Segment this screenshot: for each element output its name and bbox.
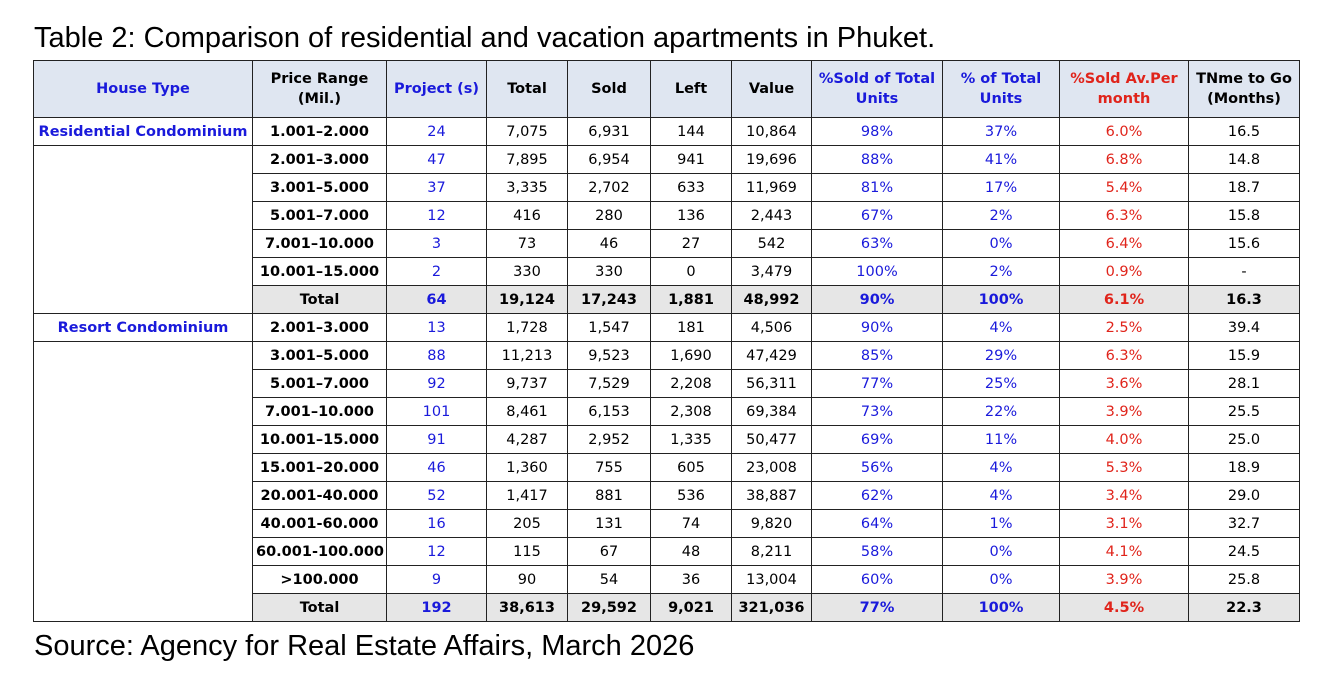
house-type-cell (34, 258, 253, 286)
value-cell: 321,036 (732, 594, 812, 622)
left-cell: 181 (651, 314, 732, 342)
pct-units-cell: 17% (943, 174, 1060, 202)
comparison-table (33, 60, 1300, 622)
sold-cell: 131 (568, 510, 651, 538)
projects-cell: 47 (387, 146, 487, 174)
house-type-cell (34, 594, 253, 622)
pct-units-cell: 41% (943, 146, 1060, 174)
time-to-go-cell: 25.5 (1189, 398, 1300, 426)
sold-cell: 280 (568, 202, 651, 230)
price-range-cell: 5.001–7.000 (253, 370, 387, 398)
table-row (34, 510, 1300, 538)
time-to-go-cell: 15.9 (1189, 342, 1300, 370)
total-cell: 1,417 (487, 482, 568, 510)
price-range-cell: 15.001–20.000 (253, 454, 387, 482)
pct-av-cell: 6.4% (1060, 230, 1189, 258)
projects-cell: 13 (387, 314, 487, 342)
total-cell: 1,728 (487, 314, 568, 342)
time-to-go-cell: 14.8 (1189, 146, 1300, 174)
pct-sold-cell: 67% (812, 202, 943, 230)
projects-cell: 2 (387, 258, 487, 286)
pct-sold-cell: 90% (812, 314, 943, 342)
pct-units-cell: 1% (943, 510, 1060, 538)
value-cell: 11,969 (732, 174, 812, 202)
col-pct-sold-av: %Sold Av.Per month (1060, 61, 1189, 118)
pct-av-cell: 6.8% (1060, 146, 1189, 174)
left-cell: 136 (651, 202, 732, 230)
house-type-cell: Residential Condominium (34, 118, 253, 146)
total-cell: 19,124 (487, 286, 568, 314)
time-to-go-cell: 16.3 (1189, 286, 1300, 314)
table-body (34, 118, 1300, 622)
sold-cell: 330 (568, 258, 651, 286)
left-cell: 536 (651, 482, 732, 510)
sold-cell: 6,931 (568, 118, 651, 146)
projects-cell: 12 (387, 538, 487, 566)
sold-cell: 46 (568, 230, 651, 258)
price-range-cell: 1.001–2.000 (253, 118, 387, 146)
house-type-cell (34, 370, 253, 398)
pct-sold-cell: 73% (812, 398, 943, 426)
projects-cell: 64 (387, 286, 487, 314)
value-cell: 2,443 (732, 202, 812, 230)
projects-cell: 37 (387, 174, 487, 202)
pct-units-cell: 0% (943, 566, 1060, 594)
sold-cell: 9,523 (568, 342, 651, 370)
pct-units-cell: 100% (943, 286, 1060, 314)
table-row (34, 566, 1300, 594)
total-cell: 205 (487, 510, 568, 538)
total-cell: 90 (487, 566, 568, 594)
total-label-cell: Total (253, 594, 387, 622)
left-cell: 1,690 (651, 342, 732, 370)
value-cell: 48,992 (732, 286, 812, 314)
left-cell: 605 (651, 454, 732, 482)
price-range-cell: 3.001–5.000 (253, 174, 387, 202)
house-type-cell (34, 342, 253, 370)
pct-av-cell: 4.1% (1060, 538, 1189, 566)
col-value: Value (732, 61, 812, 118)
pct-sold-cell: 85% (812, 342, 943, 370)
col-sold: Sold (568, 61, 651, 118)
pct-sold-cell: 56% (812, 454, 943, 482)
total-row (34, 594, 1300, 622)
pct-av-cell: 5.3% (1060, 454, 1189, 482)
time-to-go-cell: 25.8 (1189, 566, 1300, 594)
sold-cell: 6,153 (568, 398, 651, 426)
total-cell: 3,335 (487, 174, 568, 202)
pct-sold-cell: 90% (812, 286, 943, 314)
time-to-go-cell: 32.7 (1189, 510, 1300, 538)
pct-av-cell: 4.5% (1060, 594, 1189, 622)
price-range-cell: 7.001–10.000 (253, 230, 387, 258)
left-cell: 9,021 (651, 594, 732, 622)
house-type-cell (34, 398, 253, 426)
pct-sold-cell: 60% (812, 566, 943, 594)
left-cell: 1,881 (651, 286, 732, 314)
pct-units-cell: 0% (943, 230, 1060, 258)
pct-units-cell: 29% (943, 342, 1060, 370)
pct-av-cell: 3.9% (1060, 398, 1189, 426)
sold-cell: 881 (568, 482, 651, 510)
pct-units-cell: 37% (943, 118, 1060, 146)
table-row (34, 426, 1300, 454)
total-cell: 4,287 (487, 426, 568, 454)
price-range-cell: 2.001–3.000 (253, 146, 387, 174)
price-range-cell: >100.000 (253, 566, 387, 594)
pct-units-cell: 2% (943, 258, 1060, 286)
sold-cell: 2,952 (568, 426, 651, 454)
pct-av-cell: 6.3% (1060, 202, 1189, 230)
house-type-cell (34, 230, 253, 258)
total-cell: 8,461 (487, 398, 568, 426)
sold-cell: 1,547 (568, 314, 651, 342)
left-cell: 1,335 (651, 426, 732, 454)
pct-units-cell: 25% (943, 370, 1060, 398)
pct-sold-cell: 88% (812, 146, 943, 174)
projects-cell: 91 (387, 426, 487, 454)
house-type-cell: Resort Condominium (34, 314, 253, 342)
pct-sold-cell: 63% (812, 230, 943, 258)
left-cell: 36 (651, 566, 732, 594)
sold-cell: 17,243 (568, 286, 651, 314)
time-to-go-cell: 39.4 (1189, 314, 1300, 342)
time-to-go-cell: 29.0 (1189, 482, 1300, 510)
left-cell: 48 (651, 538, 732, 566)
value-cell: 8,211 (732, 538, 812, 566)
value-cell: 38,887 (732, 482, 812, 510)
value-cell: 23,008 (732, 454, 812, 482)
sold-cell: 67 (568, 538, 651, 566)
table-row (34, 454, 1300, 482)
total-row (34, 286, 1300, 314)
col-left: Left (651, 61, 732, 118)
house-type-cell (34, 426, 253, 454)
value-cell: 3,479 (732, 258, 812, 286)
pct-av-cell: 4.0% (1060, 426, 1189, 454)
total-cell: 330 (487, 258, 568, 286)
house-type-cell (34, 202, 253, 230)
pct-av-cell: 6.1% (1060, 286, 1189, 314)
time-to-go-cell: 25.0 (1189, 426, 1300, 454)
projects-cell: 52 (387, 482, 487, 510)
pct-units-cell: 11% (943, 426, 1060, 454)
table-row (34, 118, 1300, 146)
pct-units-cell: 22% (943, 398, 1060, 426)
pct-sold-cell: 100% (812, 258, 943, 286)
house-type-cell (34, 566, 253, 594)
house-type-cell (34, 454, 253, 482)
pct-sold-cell: 69% (812, 426, 943, 454)
price-range-cell: 2.001–3.000 (253, 314, 387, 342)
sold-cell: 29,592 (568, 594, 651, 622)
house-type-cell (34, 286, 253, 314)
projects-cell: 88 (387, 342, 487, 370)
table-row (34, 342, 1300, 370)
projects-cell: 46 (387, 454, 487, 482)
sold-cell: 54 (568, 566, 651, 594)
table-row (34, 482, 1300, 510)
house-type-cell (34, 538, 253, 566)
left-cell: 2,208 (651, 370, 732, 398)
pct-av-cell: 3.1% (1060, 510, 1189, 538)
col-pct-total-units: % of Total Units (943, 61, 1060, 118)
projects-cell: 16 (387, 510, 487, 538)
table-row (34, 230, 1300, 258)
pct-av-cell: 2.5% (1060, 314, 1189, 342)
house-type-cell (34, 146, 253, 174)
value-cell: 19,696 (732, 146, 812, 174)
price-range-cell: 40.001-60.000 (253, 510, 387, 538)
pct-av-cell: 5.4% (1060, 174, 1189, 202)
price-range-cell: 60.001-100.000 (253, 538, 387, 566)
left-cell: 633 (651, 174, 732, 202)
total-cell: 115 (487, 538, 568, 566)
value-cell: 47,429 (732, 342, 812, 370)
pct-sold-cell: 81% (812, 174, 943, 202)
table-row (34, 398, 1300, 426)
pct-units-cell: 100% (943, 594, 1060, 622)
total-cell: 9,737 (487, 370, 568, 398)
col-price-range: Price Range (Mil.) (253, 61, 387, 118)
projects-cell: 24 (387, 118, 487, 146)
value-cell: 69,384 (732, 398, 812, 426)
sold-cell: 755 (568, 454, 651, 482)
time-to-go-cell: - (1189, 258, 1300, 286)
col-time-to-go: TNme to Go (Months) (1189, 61, 1300, 118)
value-cell: 4,506 (732, 314, 812, 342)
house-type-cell (34, 482, 253, 510)
table-row (34, 202, 1300, 230)
time-to-go-cell: 18.9 (1189, 454, 1300, 482)
table-row (34, 174, 1300, 202)
projects-cell: 101 (387, 398, 487, 426)
total-cell: 7,075 (487, 118, 568, 146)
left-cell: 144 (651, 118, 732, 146)
time-to-go-cell: 15.8 (1189, 202, 1300, 230)
pct-units-cell: 4% (943, 482, 1060, 510)
pct-av-cell: 3.6% (1060, 370, 1189, 398)
total-cell: 73 (487, 230, 568, 258)
sold-cell: 7,529 (568, 370, 651, 398)
sold-cell: 6,954 (568, 146, 651, 174)
pct-sold-cell: 98% (812, 118, 943, 146)
value-cell: 542 (732, 230, 812, 258)
pct-units-cell: 4% (943, 454, 1060, 482)
pct-sold-cell: 77% (812, 594, 943, 622)
time-to-go-cell: 18.7 (1189, 174, 1300, 202)
col-pct-sold-total: %Sold of Total Units (812, 61, 943, 118)
col-total: Total (487, 61, 568, 118)
total-cell: 416 (487, 202, 568, 230)
pct-av-cell: 6.0% (1060, 118, 1189, 146)
value-cell: 9,820 (732, 510, 812, 538)
table-row (34, 314, 1300, 342)
time-to-go-cell: 16.5 (1189, 118, 1300, 146)
pct-sold-cell: 77% (812, 370, 943, 398)
total-cell: 1,360 (487, 454, 568, 482)
pct-units-cell: 2% (943, 202, 1060, 230)
price-range-cell: 5.001–7.000 (253, 202, 387, 230)
col-projects: Project (s) (387, 61, 487, 118)
time-to-go-cell: 22.3 (1189, 594, 1300, 622)
price-range-cell: 3.001–5.000 (253, 342, 387, 370)
time-to-go-cell: 28.1 (1189, 370, 1300, 398)
projects-cell: 192 (387, 594, 487, 622)
table-row (34, 538, 1300, 566)
projects-cell: 92 (387, 370, 487, 398)
value-cell: 50,477 (732, 426, 812, 454)
pct-units-cell: 4% (943, 314, 1060, 342)
house-type-cell (34, 174, 253, 202)
projects-cell: 9 (387, 566, 487, 594)
col-house-type: House Type (34, 61, 253, 118)
left-cell: 27 (651, 230, 732, 258)
time-to-go-cell: 24.5 (1189, 538, 1300, 566)
table-caption: Table 2: Comparison of residential and vacation apartments in Phuket. (34, 22, 936, 54)
projects-cell: 3 (387, 230, 487, 258)
source-note: Source: Agency for Real Estate Affairs, March 2026 (34, 630, 695, 662)
left-cell: 941 (651, 146, 732, 174)
left-cell: 2,308 (651, 398, 732, 426)
value-cell: 56,311 (732, 370, 812, 398)
table-row (34, 370, 1300, 398)
total-cell: 38,613 (487, 594, 568, 622)
pct-sold-cell: 64% (812, 510, 943, 538)
sold-cell: 2,702 (568, 174, 651, 202)
pct-av-cell: 6.3% (1060, 342, 1189, 370)
house-type-cell (34, 510, 253, 538)
total-label-cell: Total (253, 286, 387, 314)
projects-cell: 12 (387, 202, 487, 230)
pct-sold-cell: 58% (812, 538, 943, 566)
pct-av-cell: 0.9% (1060, 258, 1189, 286)
value-cell: 10,864 (732, 118, 812, 146)
price-range-cell: 10.001–15.000 (253, 426, 387, 454)
total-cell: 11,213 (487, 342, 568, 370)
table-header (34, 61, 1300, 118)
price-range-cell: 7.001–10.000 (253, 398, 387, 426)
price-range-cell: 20.001-40.000 (253, 482, 387, 510)
table-row (34, 146, 1300, 174)
pct-sold-cell: 62% (812, 482, 943, 510)
value-cell: 13,004 (732, 566, 812, 594)
price-range-cell: 10.001–15.000 (253, 258, 387, 286)
pct-av-cell: 3.9% (1060, 566, 1189, 594)
pct-av-cell: 3.4% (1060, 482, 1189, 510)
left-cell: 74 (651, 510, 732, 538)
pct-units-cell: 0% (943, 538, 1060, 566)
time-to-go-cell: 15.6 (1189, 230, 1300, 258)
total-cell: 7,895 (487, 146, 568, 174)
left-cell: 0 (651, 258, 732, 286)
table-row (34, 258, 1300, 286)
